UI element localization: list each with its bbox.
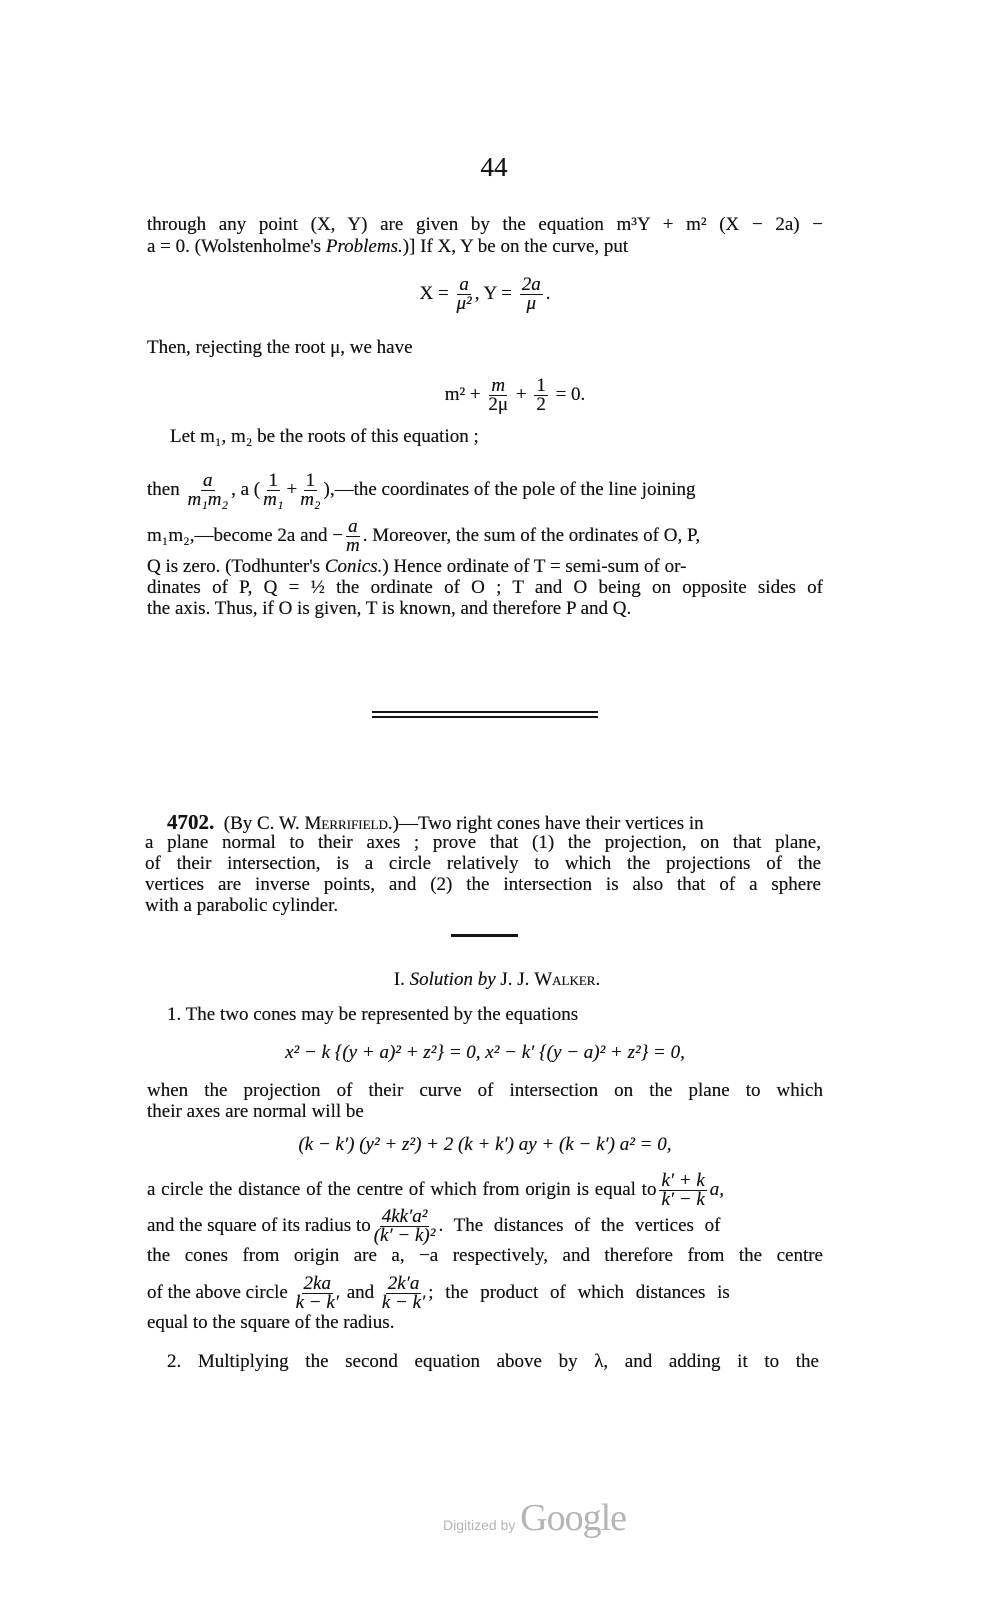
author-name: Merrifield bbox=[304, 813, 388, 834]
author: (By C. W. bbox=[223, 813, 305, 834]
text: Walker. bbox=[534, 969, 601, 990]
numerator: a bbox=[459, 274, 469, 295]
numerator: a bbox=[203, 470, 213, 491]
numerator: 2k′a bbox=[387, 1273, 420, 1294]
google-logo: Google bbox=[520, 1497, 626, 1539]
text: . The distances of the vertices of bbox=[438, 1214, 721, 1236]
text: . Moreover, the sum of the ordinates of O, P, bbox=[362, 524, 701, 546]
text: Q is zero. (Todhunter's bbox=[147, 556, 325, 577]
page-number: 44 bbox=[480, 152, 508, 182]
denominator: m₁m₂ bbox=[187, 489, 229, 510]
text: .)—Two right cones have their vertices in bbox=[387, 813, 704, 834]
text: a, bbox=[709, 1178, 725, 1200]
denominator: μ bbox=[526, 293, 536, 314]
numerator: 1 bbox=[305, 470, 316, 491]
text-line: dinates of P, Q = ½ the ordinate of O ; T and O being on opposite sides of bbox=[147, 577, 823, 598]
text-line bbox=[147, 1208, 823, 1245]
text: and the square of its radius to bbox=[147, 1214, 371, 1236]
digitized-by-google-watermark bbox=[443, 1496, 626, 1540]
fraction bbox=[488, 377, 508, 414]
text: ) Hence ordinate of T = semi-sum of or- bbox=[382, 556, 687, 577]
denominator: μ² bbox=[456, 293, 472, 314]
fraction bbox=[534, 377, 548, 414]
eq: = 0. bbox=[550, 383, 586, 405]
fraction bbox=[346, 518, 360, 555]
book-title: Conics. bbox=[324, 556, 383, 577]
text-line: with a parabolic cylinder. bbox=[145, 895, 339, 916]
fraction bbox=[520, 276, 543, 313]
text: m₁m₂,—become 2a and − bbox=[147, 524, 343, 546]
numerator: 2ka bbox=[303, 1273, 331, 1294]
text-line: Let m₁, m₂ be the roots of this equation ; bbox=[170, 426, 479, 447]
divider-rule bbox=[372, 716, 598, 718]
text-line: of their intersection, is a circle relatively to which the projections of the bbox=[145, 853, 821, 874]
text-line: 2. Multiplying the second equation above by λ, and adding it to the bbox=[167, 1351, 819, 1372]
text-line: when the projection of their curve of intersection on the plane to which bbox=[147, 1080, 823, 1101]
text-line: vertices are inverse points, and (2) the intersection is also that of a sphere bbox=[145, 874, 821, 895]
fraction bbox=[659, 1172, 706, 1209]
fraction bbox=[187, 472, 228, 509]
eq: m² + bbox=[444, 383, 486, 405]
text-line bbox=[147, 472, 823, 509]
question-number: 4702. bbox=[167, 810, 215, 834]
text: I. bbox=[393, 969, 410, 990]
fraction bbox=[456, 276, 471, 313]
text-line: a plane normal to their axes ; prove that (1) the projection, on that plane, bbox=[145, 832, 821, 853]
text-line: the axis. Thus, if O is given, T is known, and therefore P and Q. bbox=[147, 598, 632, 619]
fraction bbox=[374, 1208, 436, 1245]
text-line bbox=[147, 518, 823, 555]
text-line: equal to the square of the radius. bbox=[147, 1312, 395, 1333]
denominator: (k′ − k)² bbox=[373, 1225, 436, 1246]
text-line bbox=[147, 1172, 823, 1209]
equation: x² − k {(y + a)² + z²} = 0, x² − k′ {(y − a)² + z²} = 0, bbox=[285, 1042, 685, 1063]
solution-heading bbox=[147, 969, 835, 991]
fraction bbox=[382, 1275, 425, 1312]
text-line: the cones from origin are a, −a respectively, and therefore from the centre bbox=[147, 1245, 823, 1266]
text-line: 1. The two cones may be represented by the equations bbox=[167, 1004, 579, 1025]
denominator: m bbox=[345, 535, 360, 556]
text: + bbox=[286, 478, 298, 500]
numerator: 1 bbox=[536, 375, 546, 396]
denominator: k′ − k bbox=[661, 1189, 705, 1210]
denominator: k − k′ bbox=[381, 1292, 426, 1313]
numerator: 1 bbox=[268, 470, 279, 491]
fraction bbox=[300, 472, 320, 509]
eq: + bbox=[511, 383, 532, 405]
text: ),—the coordinates of the pole of the line joining bbox=[323, 478, 696, 500]
text: and bbox=[346, 1281, 375, 1303]
text: Solution by bbox=[409, 969, 496, 990]
denominator: k − k′ bbox=[295, 1292, 339, 1313]
denominator: 2μ bbox=[488, 394, 509, 415]
book-title: Problems. bbox=[325, 236, 403, 257]
divider-rule bbox=[372, 711, 598, 713]
eq: . bbox=[545, 282, 551, 304]
text: ; the product of which distances is bbox=[428, 1281, 730, 1303]
short-rule bbox=[451, 934, 518, 937]
fraction bbox=[263, 472, 283, 509]
numerator: 2a bbox=[521, 274, 541, 295]
text-line bbox=[147, 236, 823, 258]
eq: , Y = bbox=[474, 282, 517, 304]
text: then bbox=[147, 478, 185, 500]
numerator: a bbox=[348, 516, 358, 537]
equation: (k − k′) (y² + z²) + 2 (k + k′) ay + (k − k′) a² = 0, bbox=[298, 1134, 672, 1155]
numerator: k′ + k bbox=[661, 1170, 705, 1191]
text-line bbox=[147, 556, 823, 578]
text-line bbox=[147, 1275, 823, 1312]
text-line: through any point (X, Y) are given by the equation m³Y + m² (X − 2a) − bbox=[147, 214, 823, 235]
eq: X = bbox=[419, 282, 454, 304]
text-line: their axes are normal will be bbox=[147, 1101, 364, 1122]
denominator: 2 bbox=[536, 394, 546, 415]
denominator: m₂ bbox=[300, 489, 321, 510]
watermark-text: Digitized by bbox=[443, 1517, 516, 1533]
text: of the above circle bbox=[147, 1281, 288, 1303]
text: , a ( bbox=[231, 478, 261, 500]
equation bbox=[147, 276, 823, 313]
numerator: m bbox=[491, 375, 506, 396]
text: J. J. bbox=[495, 969, 535, 990]
denominator: m₁ bbox=[263, 489, 284, 510]
equation bbox=[147, 377, 853, 414]
text: a = 0. (Wolstenholme's bbox=[147, 236, 326, 257]
text-line: Then, rejecting the root μ, we have bbox=[147, 337, 413, 358]
numerator: 4kk′a² bbox=[381, 1206, 428, 1227]
text: )] If X, Y be on the curve, put bbox=[402, 236, 629, 257]
text: a circle the distance of the centre of which from origin is equal to bbox=[147, 1178, 657, 1200]
fraction bbox=[296, 1275, 339, 1312]
